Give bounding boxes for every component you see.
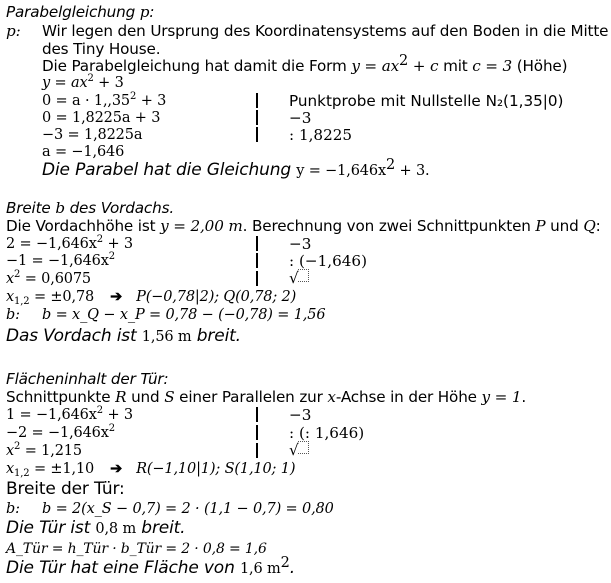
- section-heading-door: Flächeninhalt der Tür:: [6, 370, 169, 388]
- point-S: S: [164, 388, 175, 406]
- step-operation: : (−1,646): [289, 252, 367, 270]
- conclusion-val: 1,6 m: [239, 561, 281, 577]
- separator-bar: [256, 425, 258, 440]
- step-operation: −3: [289, 109, 312, 127]
- step-sup: 2: [14, 269, 21, 280]
- door-intro: [6, 388, 526, 406]
- step-row: −3 = 1,8225a: [42, 127, 143, 143]
- separator-bar: [256, 271, 258, 286]
- door-width-heading: Breite der Tür:: [6, 479, 125, 499]
- step-sup: 2: [96, 405, 103, 416]
- conclusion-tail: + 3.: [395, 163, 430, 179]
- intro-line-1: [6, 22, 608, 40]
- section-heading-canopy: [6, 199, 174, 217]
- step-operation: −3: [289, 406, 312, 424]
- step-sup: 2: [130, 91, 137, 102]
- step-lhs: 1 = −1,646x: [6, 407, 97, 423]
- intro-text: Schnittpunkte: [6, 388, 116, 406]
- conclusion-text: Die Tür hat eine Fläche von: [6, 558, 240, 578]
- conclusion-post: breit.: [136, 518, 186, 538]
- intro-colon: :: [595, 217, 601, 235]
- step-lhs: 2 = −1,646x: [6, 236, 97, 252]
- step-sup: 2: [14, 441, 21, 452]
- sqrt-icon: [289, 269, 309, 287]
- step-rhs: + 3: [93, 75, 124, 91]
- step-rhs: = 0,6075: [20, 271, 92, 287]
- heading-text: Parabelgleichung: [6, 3, 140, 21]
- step-lhs: −2 = −1,646x: [6, 425, 109, 441]
- step-lhs: x: [6, 443, 15, 459]
- door-area-conclusion: [6, 555, 295, 579]
- conclusion-sup: 2: [280, 555, 290, 571]
- step-sup: 2: [108, 423, 115, 434]
- separator-bar: [256, 407, 258, 422]
- sol-var: x: [6, 289, 15, 305]
- intersection-points: R(−1,10|1); S(1,10; 1): [136, 461, 296, 477]
- step-sup: 2: [87, 73, 94, 84]
- b-equation: b = 2(x_S − 0,7) = 2 · (1,1 − 0,7) = 0,80: [42, 501, 334, 517]
- door-area-eq: A_Tür = h_Tür · b_Tür = 2 · 0,8 = 1,6: [6, 541, 267, 557]
- conclusion-eq: y = −1,646x: [296, 163, 386, 179]
- form-eq: y = ax: [351, 57, 400, 75]
- step-rhs: + 3: [136, 93, 167, 109]
- solutions-row: [6, 460, 295, 478]
- step-rhs: + 3: [103, 407, 133, 423]
- step-lhs: y = ax: [42, 75, 88, 91]
- step-row: [42, 92, 166, 110]
- form-text: Die Parabelgleichung hat damit die Form: [42, 57, 352, 75]
- separator-bar: [256, 253, 258, 268]
- point-R: R: [115, 388, 127, 406]
- intro-x: x: [327, 388, 336, 406]
- conclusion-parabola: Die Parabel hat die Gleichung $y = -1,646x^2 + 3$.: [42, 157, 430, 180]
- form-c: c = 3: [472, 57, 513, 75]
- canopy-intro: [6, 217, 601, 235]
- intro-line-2: des Tiny House.: [42, 40, 161, 58]
- step-row: [42, 74, 124, 92]
- conclusion-post: breit.: [191, 326, 241, 346]
- step-row: 0 = 1,8225a + 3: [42, 110, 161, 126]
- door-width-eq: [6, 500, 334, 518]
- arrow-right-icon: ➔: [110, 460, 123, 477]
- step-sup: 2: [96, 234, 103, 245]
- intro-mid2: -Achse in der Höhe: [335, 388, 482, 406]
- form-line: Die Parabelgleichung hat damit die Form $y = ax^2 + c$ mit c = 3 (Höhe): [42, 53, 568, 75]
- sqrt-symbol: √: [289, 269, 299, 287]
- step-row: [6, 270, 91, 288]
- step-lhs: x: [6, 271, 15, 287]
- sqrt-symbol: √: [289, 441, 299, 459]
- separator-bar: [256, 93, 258, 108]
- step-row: [6, 442, 82, 460]
- intro-eq: y = 2,00 m: [160, 217, 243, 235]
- step-row: [6, 424, 115, 442]
- form-mid: mit: [438, 57, 473, 75]
- intersection-points: P(−0,78|2); Q(0,78; 2): [136, 289, 297, 305]
- separator-bar: [256, 443, 258, 458]
- step-rhs: = 1,215: [20, 443, 82, 459]
- arrow-right-icon: ➔: [110, 288, 123, 305]
- label-b: b:: [6, 501, 20, 517]
- sol-sub: 1,2: [14, 296, 30, 307]
- sol-rhs: = ±1,10: [29, 461, 95, 477]
- separator-bar: [256, 127, 258, 142]
- step-lhs: −1 = −1,646x: [6, 253, 109, 269]
- intro-und: und: [126, 388, 165, 406]
- section-heading-parabola: [6, 3, 154, 21]
- door-width-conclusion: [6, 518, 185, 539]
- step-sup: 2: [108, 251, 115, 262]
- intro-post: . Berechnung von zwei Schnittpunkten: [242, 217, 536, 235]
- conclusion-text: Das Vordach ist: [6, 326, 142, 346]
- separator-bar: [256, 236, 258, 251]
- step-operation: Punktprobe mit Nullstelle N₂(1,35|0): [289, 92, 564, 110]
- b-equation: b = x_Q − x_P = 0,78 − (−0,78) = 1,56: [42, 307, 326, 323]
- heading-post: des Vordachs.: [64, 199, 175, 217]
- point-Q: Q: [583, 217, 596, 235]
- heading-var: b: [55, 199, 65, 217]
- point-P: P: [535, 217, 546, 235]
- separator-bar: [256, 110, 258, 125]
- step-row: [6, 252, 115, 270]
- step-lhs: 0 = a · 1,,35: [42, 93, 131, 109]
- conclusion-post: .: [289, 558, 295, 578]
- conclusion-val: 0,8 m: [95, 521, 137, 537]
- conclusion-val: 1,56 m: [141, 329, 192, 345]
- sol-rhs: = ±0,78: [29, 289, 95, 305]
- sol-sub: 1,2: [14, 468, 30, 479]
- step-rhs: + 3: [103, 236, 133, 252]
- step-row: a = −1,646: [42, 144, 125, 160]
- intro-und: und: [545, 217, 584, 235]
- form-post: (Höhe): [512, 57, 568, 75]
- heading-var: p: [139, 3, 150, 21]
- conclusion-text: Die Parabel hat die Gleichung: [42, 160, 297, 180]
- sqrt-icon: [289, 441, 309, 459]
- intro-mid: einer Parallelen zur: [174, 388, 328, 406]
- label-b: b:: [6, 307, 20, 323]
- intro-text: Die Vordachhöhe ist: [6, 217, 161, 235]
- canopy-width-eq: [6, 306, 325, 324]
- conclusion-text: Die Tür ist: [6, 518, 96, 538]
- heading-colon: :: [149, 3, 155, 21]
- solutions-row: [6, 288, 296, 306]
- intro-text: Wir legen den Ursprung des Koordinatensystems auf den Boden in die Mitte: [42, 22, 609, 40]
- step-operation: : 1,8225: [289, 126, 353, 144]
- step-operation: −3: [289, 235, 312, 253]
- form-eq-tail: + c: [408, 57, 439, 75]
- step-operation: : (: 1,646): [289, 424, 365, 442]
- intro-y: y = 1: [481, 388, 522, 406]
- canopy-conclusion: [6, 326, 241, 347]
- step-row: [6, 406, 133, 424]
- heading-text: Breite: [6, 199, 56, 217]
- sol-var: x: [6, 461, 15, 477]
- label-p: p:: [6, 22, 21, 40]
- intro-end: .: [521, 388, 527, 406]
